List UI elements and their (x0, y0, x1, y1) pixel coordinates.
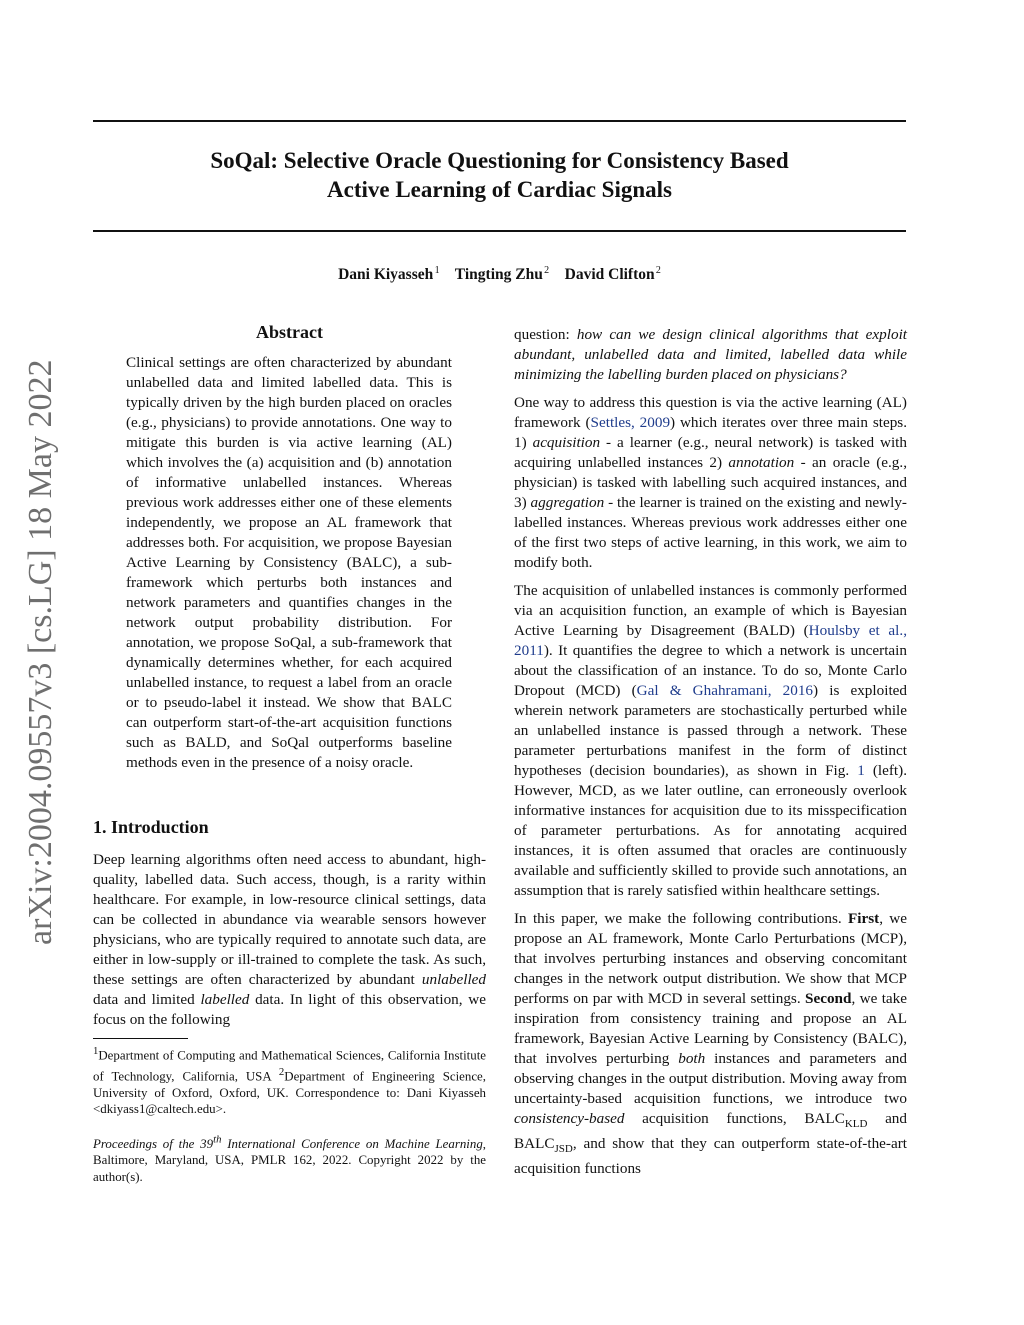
footnote-rule (93, 1038, 188, 1039)
author-affiliation-mark: 2 (655, 265, 661, 276)
arxiv-identifier-stamp: arXiv:2004.09557v3 [cs.LG] 18 May 2022 (22, 359, 59, 945)
proceedings-note: Proceedings of the 39th International Conference on Machine Learning, Baltimore, Maryland, USA, PMLR 162, 2022. Copyright 2022 by the author(s). (93, 1133, 486, 1184)
citation-link[interactable]: Settles, 2009 (590, 414, 671, 431)
contributions-paragraph: In this paper, we make the following contributions. First, we propose an AL framework, Monte Carlo Perturbations (MCP), that involves perturbing instances and observing concomitant changes in the network output distribution. We show that MCP performs on par with MCD in several settings. Second, we take inspiration from consistency training and propose an AL framework, Bayesian Active Learning by Consistency (BALC), that involves perturbing both instances and parameters and observing changes in the output distribution. Moving away from uncertainty-based acquisition functions, we introduce two consistency-based acquisition functions, $BALC_{KLD}$ and $BALC_{JSD}$, and show that they can outperform state-of-the-art acquisition functions (514, 910, 908, 1178)
title-line-1: SoQal: Selective Oracle Questioning for Consistency Based (210, 148, 789, 173)
author-name: David Clifton (564, 266, 655, 284)
right-column (514, 325, 907, 1187)
active-learning-paragraph: One way to address this question is via the active learning (AL) framework (Settles, 2009) which iterates over three main steps. 1) acquisition - a learner (e.g., neural network) is tasked with acquiring unlabelled instances 2) annotation - an oracle (e.g., physician) is tasked with labelling such acquired instances, and 3) aggregation - the learner is trained on the existing and newly-labelled instances. Whereas previous work addresses either one of the first two steps of active learning, in this work, we aim to modify both. (514, 394, 907, 571)
author-affiliation-mark: 2 (544, 265, 550, 276)
author-name: Dani Kiyasseh (338, 266, 434, 284)
citation-link[interactable]: Houlsby et al., 2011 (514, 622, 907, 659)
title-top-rule (93, 120, 906, 122)
citation-link[interactable]: Gal & Ghahramani, 2016 (636, 682, 814, 699)
abstract-heading: Abstract (256, 322, 323, 342)
acquisition-paragraph: The acquisition of unlabelled instances is commonly performed via an acquisition function, an example of which is Bayesian Active Learning by Disagreement (BALD) (Houlsby et al., 2011). It quantifies the degree to which a network is uncertain about the classification of an instance. To do so, Monte Carlo Dropout (MCD) (Gal & Ghahramani, 2016) is exploited wherein network parameters are stochastically perturbed while an unlabelled instance is passed through a network. These parameter perturbations manifest in the form of distinct hypotheses (decision boundaries), as shown in Fig. 1 (left). However, MCD, as we later outline, can erroneously overlook informative instances for acquisition due to its misspecification of parameter perturbations. As for annotating acquired instances, it is often assumed that oracles are continuously available and sufficiently skilled to provide such annotations, an assumption that is rarely satisfied within healthcare settings. (514, 582, 907, 899)
section-heading-introduction: 1. Introduction (93, 817, 209, 837)
left-column (93, 322, 486, 1185)
figure-reference-link[interactable]: 1 (857, 762, 865, 779)
author-name: Tingting Zhu (454, 266, 543, 284)
author-affiliation-mark: 1 (434, 265, 440, 276)
intro-paragraph: Deep learning algorithms often need access to abundant, high-quality, labelled data. Such access, though, is a rarity within healthcare. For example, in low-resource clinical settings, data can be collected in abundance via wearable sensors however physicians, who are typically required to annotate such data, are either in low-supply or ill-trained to complete the task. As such, these settings are often characterized by abundant unlabelled data and limited labelled data. In light of this observation, we focus on the following (93, 851, 486, 1028)
title-line-2: Active Learning of Cardiac Signals (327, 177, 672, 202)
abstract-text: Clinical settings are often characterized by abundant unlabelled data and limited labelled data. This is typically driven by the high burden placed on oracles (e.g., physicians) to provide annotations. One way to mitigate this burden is via active learning (AL) which involves the (a) acquisition and (b) annotation of informative unlabelled instances. Whereas previous work addresses either one of these elements independently, we propose an AL framework that addresses both. For acquisition, we propose Bayesian Active Learning by Consistency (BALC), a sub-framework which perturbs both instances and network parameters and quantifies changes in the network output probability distribution. For annotation, we propose SoQal, a sub-framework that dynamically determines whether, for each acquired unlabelled instance, to request a label from an oracle or to pseudo-label it instead. We show that BALC can outperform start-of-the-art acquisition functions such as BALD, and SoQal outperforms baseline methods even in the presence of a noisy oracle. (126, 354, 452, 771)
research-question-paragraph: question: how can we design clinical algorithms that exploit abundant, unlabelled data and limited, labelled data while minimizing the labelling burden placed on physicians? (514, 326, 908, 383)
author-list (93, 265, 906, 284)
paper-title (93, 146, 906, 204)
affiliation-footnote: $^1$Department of Computing and Mathematical Sciences, California Institute of Technology, California, USA $^2$Department of Engineering Science, University of Oxford, Oxford, UK. Correspondence to: Dani Kiyasseh <dkiyass1@caltech.edu>. (93, 1045, 487, 1117)
title-bottom-rule (93, 230, 906, 232)
